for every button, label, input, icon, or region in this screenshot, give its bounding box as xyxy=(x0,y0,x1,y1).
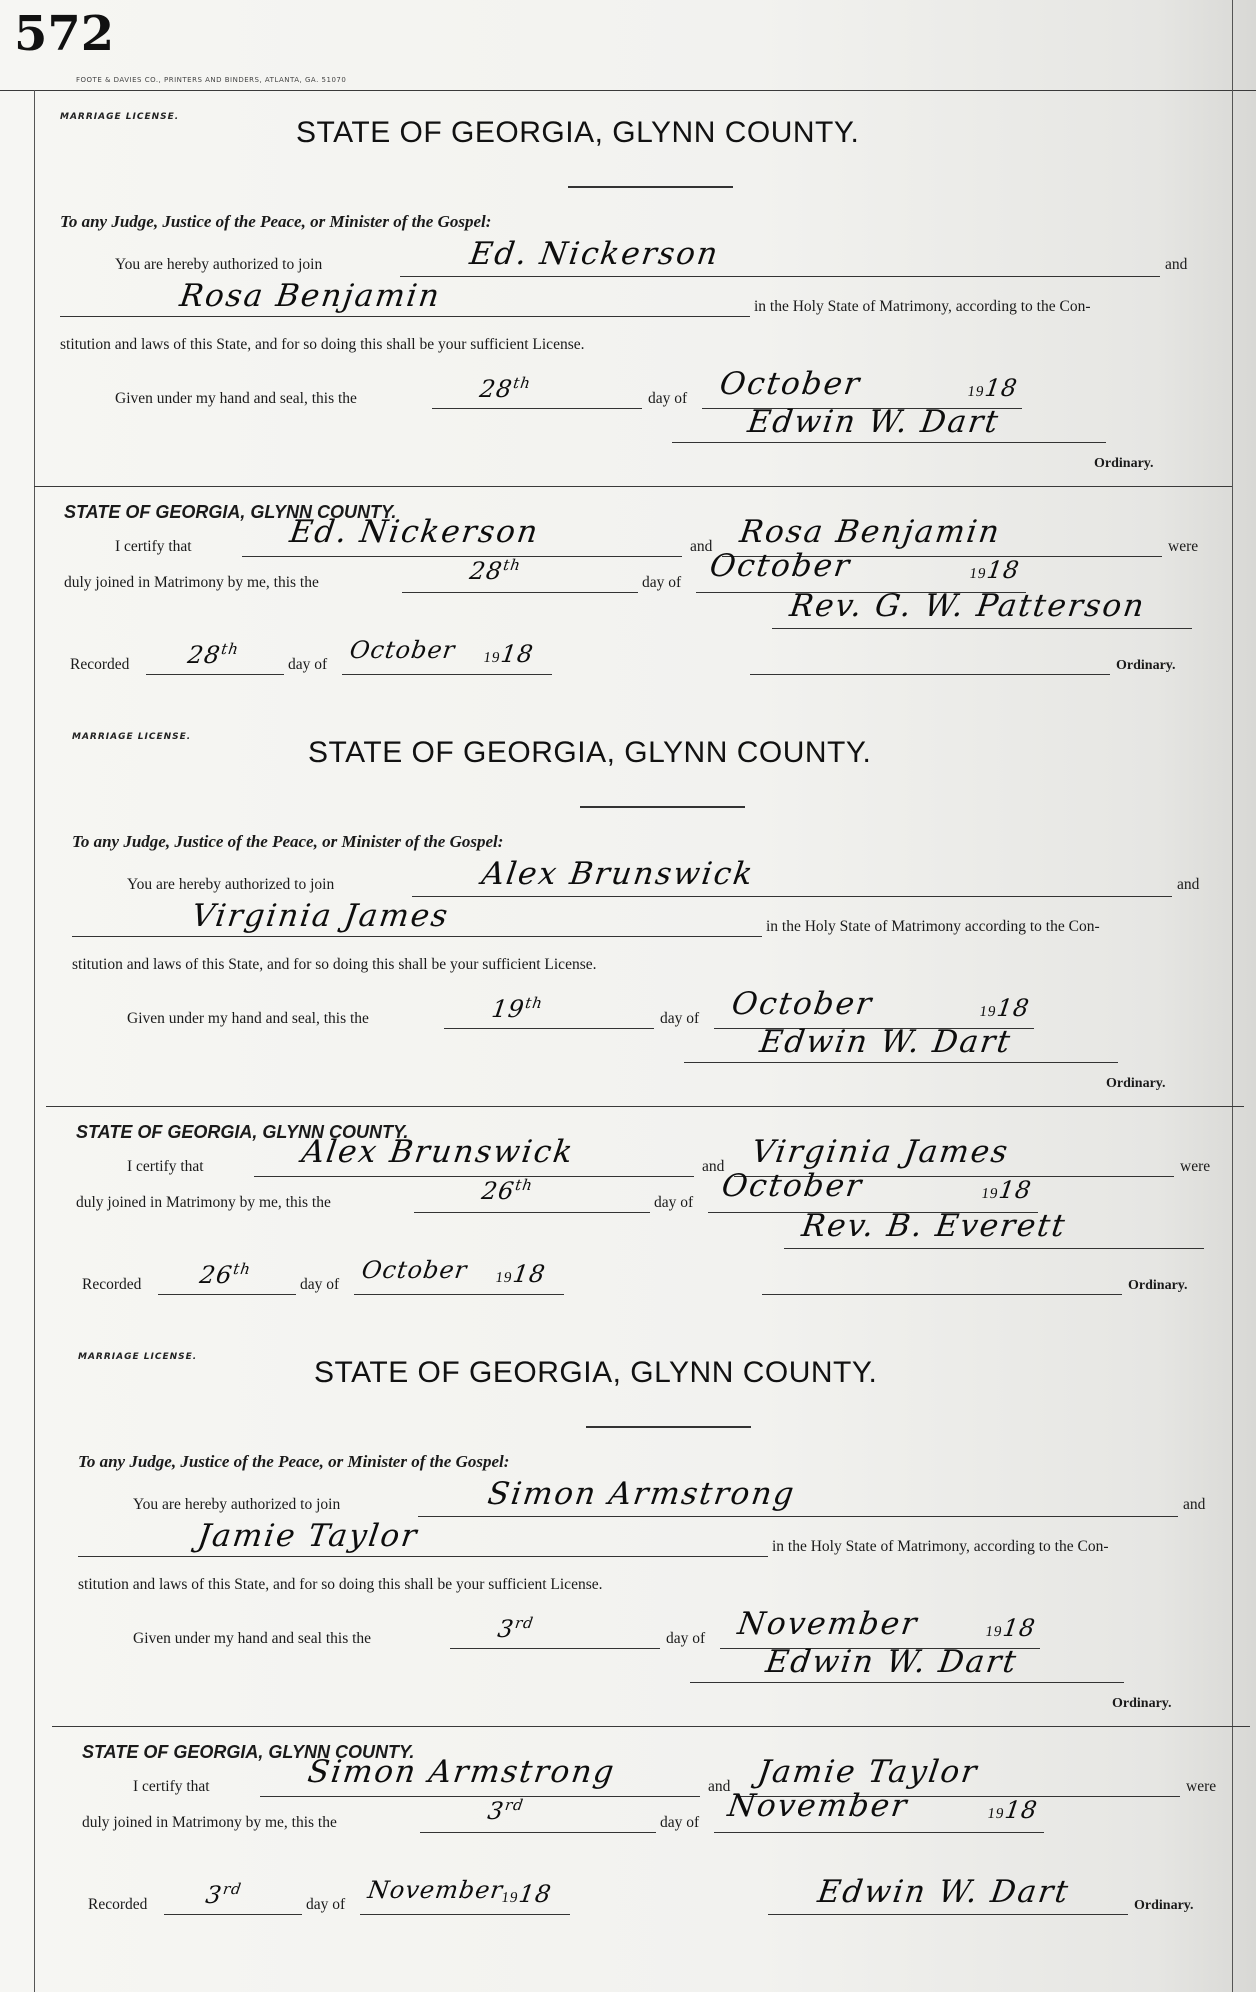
and-text: and xyxy=(1183,1496,1206,1513)
recorded-text: Recorded xyxy=(70,656,130,673)
recorded-signature-line xyxy=(762,1294,1122,1295)
groom-line xyxy=(418,1516,1178,1517)
to-any-judge: To any Judge, Justice of the Peace, or Minister of the Gospel: xyxy=(78,1452,510,1471)
marriage-date-line xyxy=(714,1832,1044,1833)
given-text: Given under my hand and seal, this the xyxy=(115,390,357,407)
license-day-line xyxy=(432,408,642,409)
certify-text: I certify that xyxy=(115,538,192,555)
license-tag: MARRIAGE LICENSE. xyxy=(72,732,192,742)
cert-and-text: and xyxy=(702,1158,725,1175)
day-of-text: day of xyxy=(660,1010,700,1027)
cert-bride-name: Virginia James xyxy=(749,1134,1012,1170)
day-of-text: day of xyxy=(648,390,688,407)
cert-groom-name: Simon Armstrong xyxy=(305,1754,618,1790)
cert-day-of-text: day of xyxy=(660,1814,700,1831)
section-divider xyxy=(52,1726,1250,1727)
recorded-signature: Edwin W. Dart xyxy=(815,1874,1073,1910)
day-of-text: day of xyxy=(666,1630,706,1647)
cert-groom-name: Ed. Nickerson xyxy=(287,514,542,550)
recorded-ordinary-label: Ordinary. xyxy=(1128,1278,1188,1293)
ordinary-signature-line xyxy=(672,442,1106,443)
recorded-day-line xyxy=(158,1294,296,1295)
groom-name: Alex Brunswick xyxy=(479,856,757,892)
marriage-day-line xyxy=(402,592,638,593)
license-year-prefix: 19 xyxy=(966,384,986,400)
bride-line xyxy=(78,1556,768,1557)
cert-day-of-text: day of xyxy=(654,1194,694,1211)
cert-and-text: and xyxy=(690,538,713,555)
holy-state-text: in the Holy State of Matrimony, according to the Con- xyxy=(772,1538,1109,1555)
cert-groom-line xyxy=(242,556,682,557)
recorded-signature-line xyxy=(750,674,1110,675)
ordinary-signature-line xyxy=(684,1062,1118,1063)
recorded-year-prefix: 19 xyxy=(494,1270,514,1286)
recorded-text: Recorded xyxy=(88,1896,148,1913)
license-heading: STATE OF GEORGIA, GLYNN COUNTY. xyxy=(314,1356,878,1389)
left-margin-line xyxy=(34,90,35,1992)
recorded-day: 26th xyxy=(197,1260,253,1289)
marriage-day-suffix: rd xyxy=(503,1796,526,1814)
groom-line xyxy=(412,896,1172,897)
marriage-year-prefix: 19 xyxy=(980,1186,1000,1202)
recorded-month: October xyxy=(348,636,458,664)
heading-rule xyxy=(580,806,745,808)
cert-bride-name: Rosa Benjamin xyxy=(737,514,1004,550)
duly-joined-text: duly joined in Matrimony by me, this the xyxy=(82,1814,337,1831)
recorded-text: Recorded xyxy=(82,1276,142,1293)
recorded-month: October xyxy=(360,1256,470,1284)
marriage-month: October xyxy=(707,548,854,584)
license-heading: STATE OF GEORGIA, GLYNN COUNTY. xyxy=(308,736,872,769)
page-number: 572 xyxy=(14,6,115,62)
constitution-text: stitution and laws of this State, and for so doing this shall be your sufficient License. xyxy=(72,956,597,973)
recorded-day-suffix: th xyxy=(232,1260,253,1278)
recorded-year: 1918 xyxy=(500,1880,554,1908)
certificate-heading: STATE OF GEORGIA, GLYNN COUNTY. xyxy=(82,1742,415,1762)
ordinary-signature: Edwin W. Dart xyxy=(757,1024,1015,1060)
license-day: 19th xyxy=(489,994,545,1023)
authorized-text: You are hereby authorized to join xyxy=(115,256,323,273)
recorded-month-line xyxy=(354,1294,564,1295)
license-tag: MARRIAGE LICENSE. xyxy=(78,1352,198,1362)
cert-groom-name: Alex Brunswick xyxy=(299,1134,577,1170)
license-year: 1918 xyxy=(984,1614,1038,1642)
license-month: October xyxy=(717,366,864,402)
recorded-year-prefix: 19 xyxy=(500,1890,520,1906)
officiant-signature: Rev. B. Everett xyxy=(799,1208,1069,1244)
were-text: were xyxy=(1186,1778,1217,1795)
license-year: 1918 xyxy=(966,374,1020,402)
certificate-heading: STATE OF GEORGIA, GLYNN COUNTY. xyxy=(64,502,397,522)
authorized-text: You are hereby authorized to join xyxy=(127,876,335,893)
marriage-day: 26th xyxy=(479,1176,535,1205)
constitution-text: stitution and laws of this State, and for so doing this shall be your sufficient License. xyxy=(60,336,585,353)
officiant-line xyxy=(784,1248,1204,1249)
authorized-text: You are hereby authorized to join xyxy=(133,1496,341,1513)
license-year-prefix: 19 xyxy=(984,1624,1004,1640)
printer-imprint: FOOTE & DAVIES CO., PRINTERS AND BINDERS, ATLANTA, GA. 51070 xyxy=(76,76,347,84)
marriage-day: 3rd xyxy=(485,1796,526,1825)
license-month: October xyxy=(729,986,876,1022)
ordinary-label: Ordinary. xyxy=(1112,1696,1172,1711)
recorded-day-line xyxy=(164,1914,302,1915)
and-text: and xyxy=(1165,256,1188,273)
marriage-year-prefix: 19 xyxy=(986,1806,1006,1822)
marriage-day: 28th xyxy=(467,556,523,585)
recorded-day-of-text: day of xyxy=(288,656,328,673)
certificate-heading: STATE OF GEORGIA, GLYNN COUNTY. xyxy=(76,1122,409,1142)
recorded-day-of-text: day of xyxy=(300,1276,340,1293)
duly-joined-text: duly joined in Matrimony by me, this the xyxy=(64,574,319,591)
marriage-year: 1918 xyxy=(986,1796,1040,1824)
certify-text: I certify that xyxy=(133,1778,210,1795)
cert-bride-name: Jamie Taylor xyxy=(755,1754,981,1790)
recorded-day-suffix: rd xyxy=(221,1880,244,1898)
groom-name: Ed. Nickerson xyxy=(467,236,722,272)
officiant-signature: Rev. G. W. Patterson xyxy=(787,588,1148,624)
recorded-year-prefix: 19 xyxy=(482,650,502,666)
bride-line xyxy=(60,316,750,317)
license-day-line xyxy=(444,1028,654,1029)
recorded-day-line xyxy=(146,674,284,675)
license-year: 1918 xyxy=(978,994,1032,1022)
bride-name: Jamie Taylor xyxy=(195,1518,421,1554)
license-day-suffix: th xyxy=(524,994,545,1012)
top-border xyxy=(0,90,1256,91)
ordinary-signature: Edwin W. Dart xyxy=(745,404,1003,440)
recorded-ordinary-label: Ordinary. xyxy=(1116,658,1176,673)
heading-rule xyxy=(568,186,733,188)
license-day-suffix: th xyxy=(512,374,533,392)
to-any-judge: To any Judge, Justice of the Peace, or Minister of the Gospel: xyxy=(60,212,492,231)
marriage-month: November xyxy=(725,1788,911,1824)
certify-text: I certify that xyxy=(127,1158,204,1175)
cert-day-of-text: day of xyxy=(642,574,682,591)
license-day: 28th xyxy=(477,374,533,403)
license-day-line xyxy=(450,1648,660,1649)
marriage-year: 1918 xyxy=(980,1176,1034,1204)
groom-line xyxy=(400,276,1160,277)
license-day: 3rd xyxy=(495,1614,536,1643)
recorded-month-line xyxy=(342,674,552,675)
ordinary-label: Ordinary. xyxy=(1106,1076,1166,1091)
holy-state-text: in the Holy State of Matrimony, according to the Con- xyxy=(754,298,1091,315)
recorded-month: November xyxy=(366,1876,505,1904)
recorded-month-line xyxy=(360,1914,570,1915)
were-text: were xyxy=(1168,538,1199,555)
cert-groom-line xyxy=(254,1176,694,1177)
section-divider xyxy=(34,486,1232,487)
recorded-day: 3rd xyxy=(203,1880,244,1909)
constitution-text: stitution and laws of this State, and for so doing this shall be your sufficient License. xyxy=(78,1576,603,1593)
to-any-judge: To any Judge, Justice of the Peace, or Minister of the Gospel: xyxy=(72,832,504,851)
license-year-prefix: 19 xyxy=(978,1004,998,1020)
marriage-year-prefix: 19 xyxy=(968,566,988,582)
given-text: Given under my hand and seal this the xyxy=(133,1630,372,1647)
license-tag: MARRIAGE LICENSE. xyxy=(60,112,180,122)
holy-state-text: in the Holy State of Matrimony according to the Con- xyxy=(766,918,1100,935)
license-heading: STATE OF GEORGIA, GLYNN COUNTY. xyxy=(296,116,860,149)
cert-groom-line xyxy=(260,1796,700,1797)
officiant-line xyxy=(772,628,1192,629)
recorded-day-of-text: day of xyxy=(306,1896,346,1913)
license-month: November xyxy=(735,1606,921,1642)
ordinary-signature: Edwin W. Dart xyxy=(763,1644,1021,1680)
marriage-day-suffix: th xyxy=(502,556,523,574)
ordinary-signature-line xyxy=(690,1682,1124,1683)
right-margin-line xyxy=(1232,0,1233,1992)
marriage-day-suffix: th xyxy=(514,1176,535,1194)
given-text: Given under my hand and seal, this the xyxy=(127,1010,369,1027)
marriage-year: 1918 xyxy=(968,556,1022,584)
recorded-year: 1918 xyxy=(494,1260,548,1288)
were-text: were xyxy=(1180,1158,1211,1175)
groom-name: Simon Armstrong xyxy=(485,1476,798,1512)
section-divider xyxy=(46,1106,1244,1107)
license-day-suffix: rd xyxy=(513,1614,536,1632)
ordinary-label: Ordinary. xyxy=(1094,456,1154,471)
bride-name: Virginia James xyxy=(189,898,452,934)
heading-rule xyxy=(586,1426,751,1428)
bride-name: Rosa Benjamin xyxy=(177,278,444,314)
recorded-day-suffix: th xyxy=(220,640,241,658)
recorded-day: 28th xyxy=(185,640,241,669)
bride-line xyxy=(72,936,762,937)
duly-joined-text: duly joined in Matrimony by me, this the xyxy=(76,1194,331,1211)
cert-and-text: and xyxy=(708,1778,731,1795)
recorded-signature-line xyxy=(768,1914,1128,1915)
recorded-ordinary-label: Ordinary. xyxy=(1134,1898,1194,1913)
marriage-day-line xyxy=(414,1212,650,1213)
marriage-day-line xyxy=(420,1832,656,1833)
recorded-year: 1918 xyxy=(482,640,536,668)
marriage-month: October xyxy=(719,1168,866,1204)
and-text: and xyxy=(1177,876,1200,893)
